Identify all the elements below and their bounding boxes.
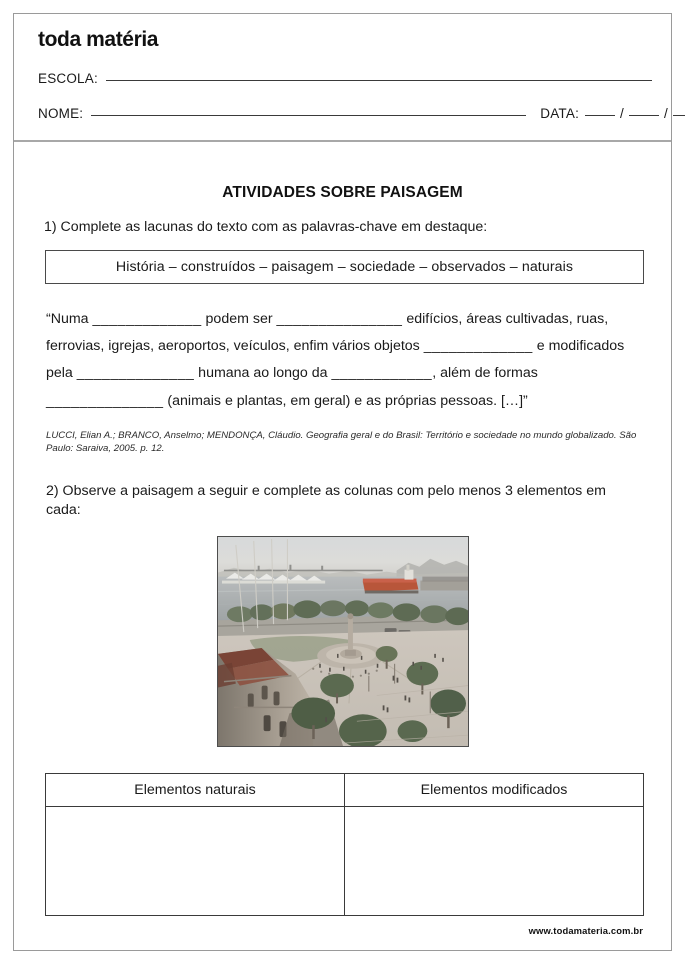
- date-separator-2: /: [663, 106, 668, 121]
- worksheet-body: [14, 144, 671, 916]
- footer-url: www.todamateria.com.br: [528, 925, 643, 936]
- cloze-part-7: (animais e plantas, em geral) e as próprias pessoas. […]”: [163, 392, 528, 409]
- data-day-line[interactable]: [585, 114, 615, 116]
- cloze-blank-6[interactable]: ______________: [46, 392, 164, 409]
- cloze-part-5: humana ao longo da: [194, 365, 332, 382]
- elements-table: [45, 773, 644, 916]
- question-1-prompt: 1) Complete as lacunas do texto com as palavras-chave em destaque:: [44, 219, 488, 235]
- nome-field-row: [38, 106, 668, 121]
- data-field-group: [540, 106, 685, 121]
- cloze-part-2: podem ser: [201, 310, 277, 327]
- cloze-blank-2[interactable]: _______________: [276, 310, 403, 327]
- landscape-photo: [217, 536, 469, 747]
- cloze-part-3: edifícios, áreas cultivadas, ruas, ferrovias, igrejas, aeroportos, veículos, enfim vários objetos: [46, 310, 609, 354]
- cloze-part-1: “Numa: [46, 310, 93, 327]
- landscape-photo-illustration: [218, 537, 468, 746]
- escola-field-row: [38, 71, 652, 86]
- cloze-blank-3[interactable]: _____________: [423, 338, 533, 354]
- table-header-row: [46, 774, 644, 807]
- nome-input-line[interactable]: [91, 114, 526, 116]
- keywords-line: História – construídos – paisagem – sociedade – observados – naturais: [115, 258, 574, 275]
- data-year-line[interactable]: [673, 114, 685, 116]
- cloze-part-6: , além de formas: [432, 365, 538, 382]
- cloze-paragraph: [46, 306, 641, 415]
- source-citation: LUCCI, Elian A.; BRANCO, Anselmo; MENDONÇA, Cláudio. Geografia geral e do Brasil: Território e sociedade no mundo globalizado. São Paulo: Saraiva, 2005. p. 12.: [46, 429, 637, 455]
- table-header-modified: Elementos modificados: [345, 774, 644, 807]
- answer-cell-modified[interactable]: [345, 807, 644, 916]
- cloze-blank-5[interactable]: ____________: [331, 365, 433, 382]
- table-row: [46, 807, 644, 916]
- site-logo: toda matéria: [38, 28, 159, 51]
- date-separator-1: /: [620, 106, 624, 121]
- table-header-natural: Elementos naturais: [46, 774, 345, 807]
- data-month-line[interactable]: [629, 114, 659, 116]
- worksheet-page: [13, 13, 672, 951]
- cloze-blank-4[interactable]: ______________: [76, 365, 195, 382]
- nome-label: NOME:: [38, 106, 84, 121]
- escola-label: ESCOLA:: [38, 71, 98, 86]
- answer-cell-natural[interactable]: [46, 807, 345, 916]
- cloze-blank-1[interactable]: _____________: [92, 310, 202, 327]
- data-label: DATA:: [540, 106, 580, 121]
- page-title: ATIVIDADES SOBRE PAISAGEM: [222, 184, 463, 201]
- keywords-box: [45, 250, 644, 284]
- question-2-prompt: 2) Observe a paisagem a seguir e complete as colunas com pelo menos 3 elementos em cada:: [46, 483, 606, 519]
- page-header: [14, 14, 671, 142]
- cloze-part-4: e modificados pela: [46, 338, 625, 382]
- escola-input-line[interactable]: [106, 79, 652, 81]
